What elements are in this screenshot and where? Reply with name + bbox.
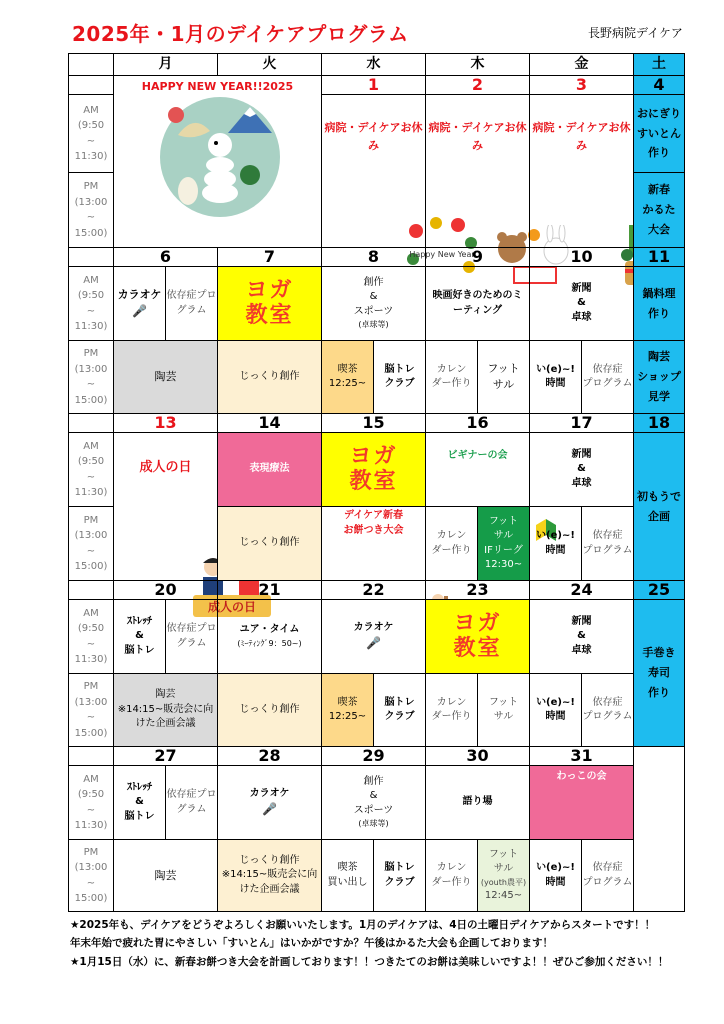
addiction-program-pm-cell: 依存症 プログラム bbox=[581, 673, 634, 747]
pottery-cell: 陶芸 bbox=[113, 340, 218, 414]
sat-4-am: おにぎり すいとん 作り bbox=[633, 94, 685, 173]
addiction-program-pm-cell: 依存症 プログラム bbox=[581, 340, 634, 414]
yoga-cell bbox=[321, 432, 426, 507]
newspaper-table-tennis-cell: 新聞 & 卓球 bbox=[529, 599, 634, 674]
creative-meeting-cell: じっくり創作 ※14:15~販売会に向けた企画会議 bbox=[217, 839, 322, 912]
pm-label: PM (13:00 ~ 15:00) bbox=[68, 506, 114, 581]
calendar-making-cell: カレン ダー作り bbox=[425, 340, 478, 414]
yoga-text: ヨガ 教室 bbox=[349, 444, 398, 494]
addiction-program-pm-cell: 依存症 プログラム bbox=[581, 506, 634, 581]
weekday-sat: 土 bbox=[633, 53, 685, 76]
week1-label-spacer bbox=[68, 75, 114, 95]
sat-4-pm: 新春 かるた 大会 bbox=[633, 172, 685, 248]
corner-cell bbox=[68, 53, 114, 76]
closed-text-1: 病院・デイケアお休み bbox=[324, 121, 423, 152]
coming-of-age-banner-text: 成人の日 bbox=[207, 600, 257, 614]
date-27: 27 bbox=[113, 746, 218, 766]
your-time-cell bbox=[217, 599, 322, 674]
beginners-cell bbox=[425, 432, 530, 507]
expression-therapy-cell: 表現療法 bbox=[217, 432, 322, 507]
futsal-time: 12:45~ bbox=[484, 889, 523, 901]
karaoke-text: カラオケ bbox=[249, 787, 290, 799]
date-29: 29 bbox=[321, 746, 426, 766]
date-18: 18 bbox=[633, 413, 685, 433]
date-28: 28 bbox=[217, 746, 322, 766]
calendar-making-cell: カレン ダー作り bbox=[425, 506, 478, 581]
newspaper-table-tennis-cell: 新聞 & 卓球 bbox=[529, 266, 634, 341]
weekday-wed: 水 bbox=[321, 53, 426, 76]
cafe-cell: 喫茶 12:25~ bbox=[321, 340, 374, 414]
date-17: 17 bbox=[529, 413, 634, 433]
calendar-making-cell: カレン ダー作り bbox=[425, 839, 478, 912]
creative-time-cell: じっくり創作 bbox=[217, 340, 322, 414]
weekday-mon: 月 bbox=[113, 53, 218, 76]
craft-sports-text: 創作 & スポーツ bbox=[353, 276, 394, 317]
date-11: 11 bbox=[633, 247, 685, 267]
closed-text-3: 病院・デイケアお休み bbox=[532, 121, 631, 152]
karaoke-text: カラオケ bbox=[117, 287, 162, 301]
date-14: 14 bbox=[217, 413, 322, 433]
am-label: AM (9:50 ~ 11:30) bbox=[68, 765, 114, 840]
your-time-text: ユア・タイム bbox=[239, 624, 300, 636]
addiction-program-cell: 依存症プログラム bbox=[165, 599, 218, 674]
date-1: 1 bbox=[321, 75, 426, 95]
karaoke-text: カラオケ bbox=[353, 621, 394, 633]
date-25: 25 bbox=[633, 580, 685, 600]
date-2: 2 bbox=[425, 75, 530, 95]
date-6: 6 bbox=[113, 247, 218, 267]
date-4: 4 bbox=[633, 75, 685, 95]
pm-label: PM (13:00 ~ 15:00) bbox=[68, 172, 114, 248]
date-30: 30 bbox=[425, 746, 530, 766]
futsal-text: フット サル bbox=[488, 848, 519, 875]
date-3: 3 bbox=[529, 75, 634, 95]
ee-time-cell: い(e)~! 時間 bbox=[529, 506, 582, 581]
note-line-1: ★2025年も、デイケアをどうぞよろしくお願いいたします。1月のデイケアは、4日の土曜日デイケアからスタートです！！ bbox=[70, 919, 656, 931]
date-22: 22 bbox=[321, 580, 426, 600]
yoga-cell bbox=[425, 599, 530, 674]
date-16: 16 bbox=[425, 413, 530, 433]
creative-time-cell: じっくり創作 bbox=[217, 673, 322, 747]
mochi-event-text: デイケア新春 お餅つき大会 bbox=[343, 510, 404, 536]
date-20: 20 bbox=[113, 580, 218, 600]
week3-label-spacer bbox=[68, 413, 114, 433]
coming-of-age-text: 成人の日 bbox=[139, 460, 192, 475]
yoga-cell bbox=[217, 266, 322, 341]
happy-new-year-card-text: Happy New Year bbox=[409, 250, 475, 259]
brain-training-cell: 脳トレ クラブ bbox=[373, 839, 426, 912]
note-line-2: 年末年始で疲れた胃にやさしい「すいとん」はいかがですか？午後はかるた大会も企画しております！ bbox=[70, 937, 553, 950]
microphone-icon: 🎤 bbox=[262, 802, 277, 817]
date-10: 10 bbox=[529, 247, 634, 267]
futsal-cell: フット サル bbox=[477, 673, 530, 747]
weekday-tue: 火 bbox=[217, 53, 322, 76]
microphone-icon: 🎤 bbox=[366, 636, 381, 651]
notes bbox=[70, 916, 690, 971]
cafe-cell: 喫茶 12:25~ bbox=[321, 673, 374, 747]
date-7: 7 bbox=[217, 247, 322, 267]
sat-11-pm: 陶芸 ショップ 見学 bbox=[633, 340, 685, 414]
futsal-youth-cell bbox=[477, 839, 530, 912]
your-time-sub: (ﾐｰﾃｨﾝｸﾞ9：50~) bbox=[237, 638, 302, 648]
futsal-league-cell: フット サル IFリーグ 12:30~ bbox=[477, 506, 530, 581]
pm-label: PM (13:00 ~ 15:00) bbox=[68, 839, 114, 912]
wakko-text: わっこの会 bbox=[556, 771, 607, 782]
cafe-shopping-cell: 喫茶 買い出し bbox=[321, 839, 374, 912]
date-15: 15 bbox=[321, 413, 426, 433]
futsal-cell: フット サル bbox=[477, 340, 530, 414]
week4-label-spacer bbox=[68, 580, 114, 600]
pm-label: PM (13:00 ~ 15:00) bbox=[68, 340, 114, 414]
am-label: AM (9:50 ~ 11:30) bbox=[68, 266, 114, 341]
creative-time-cell: じっくり創作 bbox=[217, 506, 322, 581]
movie-meeting-cell: 映画好きのためのミーティング bbox=[425, 266, 530, 341]
weekday-thu: 木 bbox=[425, 53, 530, 76]
calendar-making-cell: カレン ダー作り bbox=[425, 673, 478, 747]
newspaper-table-tennis-cell: 新聞 & 卓球 bbox=[529, 432, 634, 507]
closed-text-2: 病院・デイケアお休み bbox=[428, 121, 527, 152]
craft-sports-cell bbox=[321, 765, 426, 840]
futsal-sub: (youth農平) bbox=[480, 877, 527, 887]
date-9: 9 bbox=[425, 247, 530, 267]
note-line-3: ★1月15日（水）に、新春お餅つき大会を計画しております！！つきたてのお餅は美味しいですよ！！ぜひご参加ください！！ bbox=[70, 955, 669, 968]
ee-time-cell: い(e)~! 時間 bbox=[529, 839, 582, 912]
addiction-program-pm-cell: 依存症 プログラム bbox=[581, 839, 634, 912]
karaoke-cell bbox=[217, 765, 322, 840]
ee-time-cell: い(e)~! 時間 bbox=[529, 673, 582, 747]
page-title: 2025年・1月のデイケアプログラム bbox=[72, 22, 409, 46]
mochi-event-cell bbox=[321, 506, 426, 581]
date-8: 8 bbox=[321, 247, 426, 267]
craft-sports-text: 創作 & スポーツ bbox=[353, 775, 394, 816]
yoga-text: ヨガ 教室 bbox=[245, 278, 294, 328]
happy-new-year-text: HAPPY NEW YEAR!!2025 bbox=[141, 80, 294, 93]
am-label: AM (9:50 ~ 11:30) bbox=[68, 432, 114, 507]
sat-25: 手巻き 寿司 作り bbox=[633, 599, 685, 747]
am-label: AM (9:50 ~ 11:30) bbox=[68, 599, 114, 674]
sat-11-am: 鍋料理 作り bbox=[633, 266, 685, 341]
brain-training-cell: 脳トレ クラブ bbox=[373, 673, 426, 747]
craft-sports-sub: (卓球等) bbox=[358, 819, 389, 829]
date-21: 21 bbox=[217, 580, 322, 600]
date-31: 31 bbox=[529, 746, 634, 766]
addiction-program-cell: 依存症プログラム bbox=[165, 266, 218, 341]
yoga-text: ヨガ 教室 bbox=[453, 611, 502, 661]
hospital-name: 長野病院デイケア bbox=[588, 26, 683, 40]
calendar-grid bbox=[68, 53, 685, 912]
microphone-icon: 🎤 bbox=[132, 303, 147, 318]
ee-time-cell: い(e)~! 時間 bbox=[529, 340, 582, 414]
date-13: 13 bbox=[113, 413, 218, 433]
week2-label-spacer bbox=[68, 247, 114, 267]
stretch-brain-cell: ｽﾄﾚｯﾁ & 脳トレ bbox=[113, 765, 166, 840]
pottery-meeting-cell: 陶芸 ※14:15~販売会に向けた企画会議 bbox=[113, 673, 218, 747]
karaoke-cell bbox=[113, 266, 166, 341]
am-label: AM (9:50 ~ 11:30) bbox=[68, 94, 114, 173]
pm-label: PM (13:00 ~ 15:00) bbox=[68, 673, 114, 747]
talk-place-cell: 語り場 bbox=[425, 765, 530, 840]
beginners-text: ビギナーの会 bbox=[447, 450, 508, 461]
date-24: 24 bbox=[529, 580, 634, 600]
brain-training-cell: 脳トレ クラブ bbox=[373, 340, 426, 414]
date-23: 23 bbox=[425, 580, 530, 600]
empty-sat-cell bbox=[633, 746, 685, 912]
wakko-cell bbox=[529, 765, 634, 840]
addiction-program-cell: 依存症プログラム bbox=[165, 765, 218, 840]
sat-18: 初もうで 企画 bbox=[633, 432, 685, 581]
weekday-fri: 金 bbox=[529, 53, 634, 76]
snake-mountain-illustration bbox=[158, 95, 282, 219]
karaoke-cell bbox=[321, 599, 426, 674]
craft-sports-sub: (卓球等) bbox=[358, 320, 389, 330]
pottery-cell: 陶芸 bbox=[113, 839, 218, 912]
craft-sports-cell bbox=[321, 266, 426, 341]
week5-label-spacer bbox=[68, 746, 114, 766]
stretch-brain-cell: ｽﾄﾚｯﾁ & 脳トレ bbox=[113, 599, 166, 674]
